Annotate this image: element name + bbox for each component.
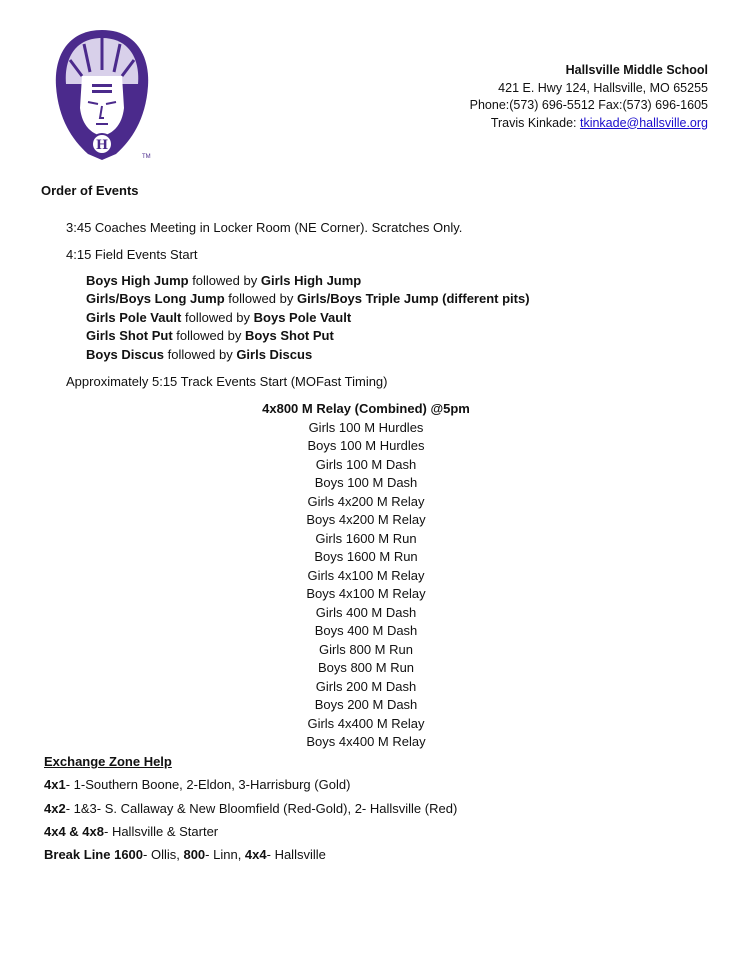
field-events-list: [86, 272, 530, 364]
track-event: Boys 200 M Dash: [314, 697, 418, 712]
contact-email-link[interactable]: tkinkade@hallsville.org: [579, 115, 708, 130]
text-segment: followed by: [188, 273, 261, 288]
text-segment: followed by: [181, 309, 254, 325]
track-events-list: [216, 400, 516, 752]
track-event: Girls 1600 M Run: [315, 530, 417, 546]
track-event: Boys 800 M Run: [317, 660, 415, 675]
svg-text:TM: TM: [142, 154, 151, 160]
text-segment: Boys Shot Put: [244, 328, 334, 344]
exchange-zone-help: [44, 754, 457, 870]
text-segment: - Linn,: [205, 847, 245, 863]
track-event: Boys 1600 M Run: [314, 549, 418, 564]
track-event: Girls 100 M Dash: [315, 456, 417, 472]
track-events-start: Approximately 5:15 Track Events Start (MOFast Timing): [66, 374, 388, 389]
field-events-start: 4:15 Field Events Start: [66, 247, 198, 262]
text-segment: Girls Shot Put: [86, 328, 173, 344]
exchange-row: [44, 824, 457, 847]
text-segment: Girls High Jump: [260, 273, 362, 288]
text-segment: followed by: [224, 291, 297, 307]
exchange-row: [44, 847, 457, 870]
track-event: Girls 200 M Dash: [315, 678, 417, 694]
track-event: Boys 100 M Dash: [314, 475, 418, 490]
track-event: Girls 4x200 M Relay: [307, 493, 425, 509]
coaches-meeting: 3:45 Coaches Meeting in Locker Room (NE Corner). Scratches Only.: [66, 220, 463, 235]
school-address: 421 E. Hwy 124, Hallsville, MO 65255: [498, 80, 708, 95]
text-segment: - Hallsville & Starter: [104, 823, 219, 839]
text-segment: Girls Pole Vault: [86, 309, 182, 325]
track-heading: 4x800 M Relay (Combined) @5pm: [262, 401, 470, 416]
track-event: Boys 4x200 M Relay: [306, 512, 426, 527]
text-segment: 4x4 & 4x8: [44, 823, 104, 839]
text-segment: followed by: [172, 328, 245, 344]
school-logo: [48, 26, 156, 162]
track-event: Boys 400 M Dash: [314, 623, 418, 638]
text-segment: Break Line 1600: [44, 847, 144, 863]
field-event-row: [86, 272, 530, 290]
text-segment: Girls Discus: [236, 346, 313, 362]
school-name: Hallsville Middle School: [565, 63, 708, 77]
field-event-row: [86, 290, 530, 308]
text-segment: Girls/Boys Long Jump: [86, 291, 225, 307]
track-event: Boys 100 M Hurdles: [307, 438, 425, 453]
track-event: Girls 4x100 M Relay: [307, 567, 425, 583]
text-segment: 800: [183, 847, 206, 863]
track-event: Boys 4x100 M Relay: [306, 586, 426, 601]
field-event-row: [86, 309, 530, 327]
text-segment: 4x4: [244, 847, 267, 863]
svg-text:H: H: [95, 138, 109, 153]
track-event: Girls 4x400 M Relay: [307, 715, 425, 731]
school-address-block: [470, 62, 708, 132]
track-event: Girls 400 M Dash: [315, 604, 417, 620]
text-segment: - 1-Southern Boone, 2-Eldon, 3-Harrisburg (Gold): [65, 777, 351, 793]
text-segment: - Ollis,: [143, 847, 184, 863]
text-segment: Boys Discus: [86, 346, 165, 362]
text-segment: Girls/Boys Triple Jump (different pits): [296, 291, 530, 307]
text-segment: - Hallsville: [266, 847, 326, 863]
text-segment: Boys High Jump: [86, 273, 189, 288]
exchange-row: [44, 777, 457, 800]
page-title: Order of Events: [41, 183, 139, 198]
text-segment: 4x1: [44, 777, 66, 793]
exchange-heading: Exchange Zone Help: [44, 754, 172, 769]
exchange-row: [44, 801, 457, 824]
track-event: Girls 800 M Run: [319, 641, 413, 657]
track-event: Girls 100 M Hurdles: [308, 419, 424, 435]
school-phone-fax: Phone:(573) 696-5512 Fax:(573) 696-1605: [469, 98, 708, 112]
track-event: Boys 4x400 M Relay: [306, 734, 426, 749]
text-segment: - 1&3- S. Callaway & New Bloomfield (Red-Gold), 2- Hallsville (Red): [65, 800, 458, 816]
text-segment: 4x2: [44, 800, 66, 816]
field-event-row: [86, 327, 530, 345]
contact-line: Travis Kinkade: tkinkade@hallsville.org: [490, 115, 708, 130]
text-segment: followed by: [164, 346, 237, 362]
text-segment: Boys Pole Vault: [253, 309, 352, 325]
field-event-row: [86, 346, 530, 364]
